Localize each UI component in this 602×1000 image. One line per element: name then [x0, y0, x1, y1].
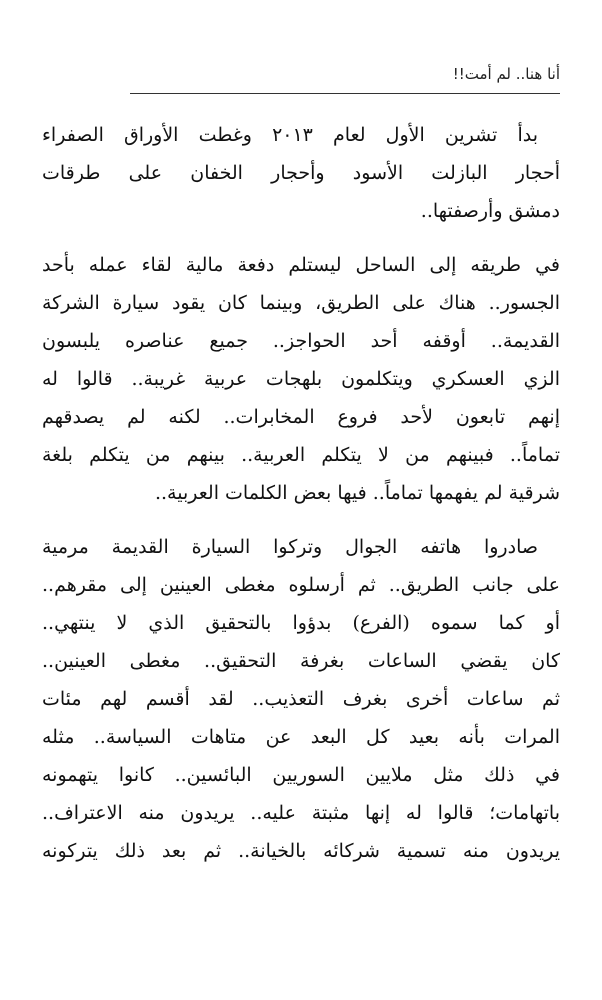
text-line: أحجار البازلت الأسود وأحجار الخفان على طرقات	[42, 162, 560, 184]
text-line: صادروا هاتفه الجوال وتركوا السيارة القديمة مرمية	[42, 536, 538, 558]
paragraph-1	[42, 116, 560, 230]
text-line: المرات بأنه بعيد كل البعد عن متاهات السياسة.. مثله	[42, 726, 560, 748]
text-line: في ذلك مثل ملايين السوريين البائسين.. كانوا يتهمونه	[42, 764, 560, 786]
body-text	[42, 116, 560, 886]
text-line: باتهامات؛ قالوا له إنها مثبتة عليه.. يريدون منه الاعتراف..	[42, 802, 560, 824]
text-line: بدأ تشرين الأول لعام ٢٠١٣ وغطت الأوراق الصفراء	[42, 124, 538, 146]
text-line: تماماً.. فبينهم من لا يتكلم العربية.. بينهم من يتكلم بلغة	[42, 444, 560, 466]
running-header-title: أنا هنا.. لم أمت!!	[452, 65, 560, 83]
text-line: إنهم تابعون لأحد فروع المخابرات.. لكنه لم يصدقهم	[42, 406, 560, 428]
text-line: في طريقه إلى الساحل ليستلم دفعة مالية لقاء عمله بأحد	[42, 254, 560, 276]
text-line: أو كما سموه (الفرع) بدؤوا بالتحقيق الذي لا ينتهي..	[42, 612, 560, 634]
text-line: ثم ساعات أخرى بغرف التعذيب.. لقد أقسم لهم مئات	[42, 688, 560, 710]
text-line: الجسور.. هناك على الطريق، وبينما كان يقود سيارة الشركة	[42, 292, 560, 314]
text-line: كان يقضي الساعات بغرفة التحقيق.. مغطى العينين..	[42, 650, 560, 672]
header-divider	[130, 93, 560, 94]
text-line: القديمة.. أوقفه أحد الحواجز.. جميع عناصره يلبسون	[42, 330, 560, 352]
paragraph-3	[42, 528, 560, 870]
text-line: دمشق وأرصفتها..	[420, 200, 560, 222]
text-line: على جانب الطريق.. ثم أرسلوه مغطى العينين إلى مقرهم..	[42, 574, 560, 596]
text-line: شرقية لم يفهمها تماماً.. فيها بعض الكلمات العربية..	[154, 482, 560, 504]
paragraph-2	[42, 246, 560, 512]
text-line: الزي العسكري ويتكلمون بلهجات عربية غريبة.. قالوا له	[42, 368, 560, 390]
text-line: يريدون منه تسمية شركائه بالخيانة.. ثم بعد ذلك يتركونه	[42, 840, 560, 862]
